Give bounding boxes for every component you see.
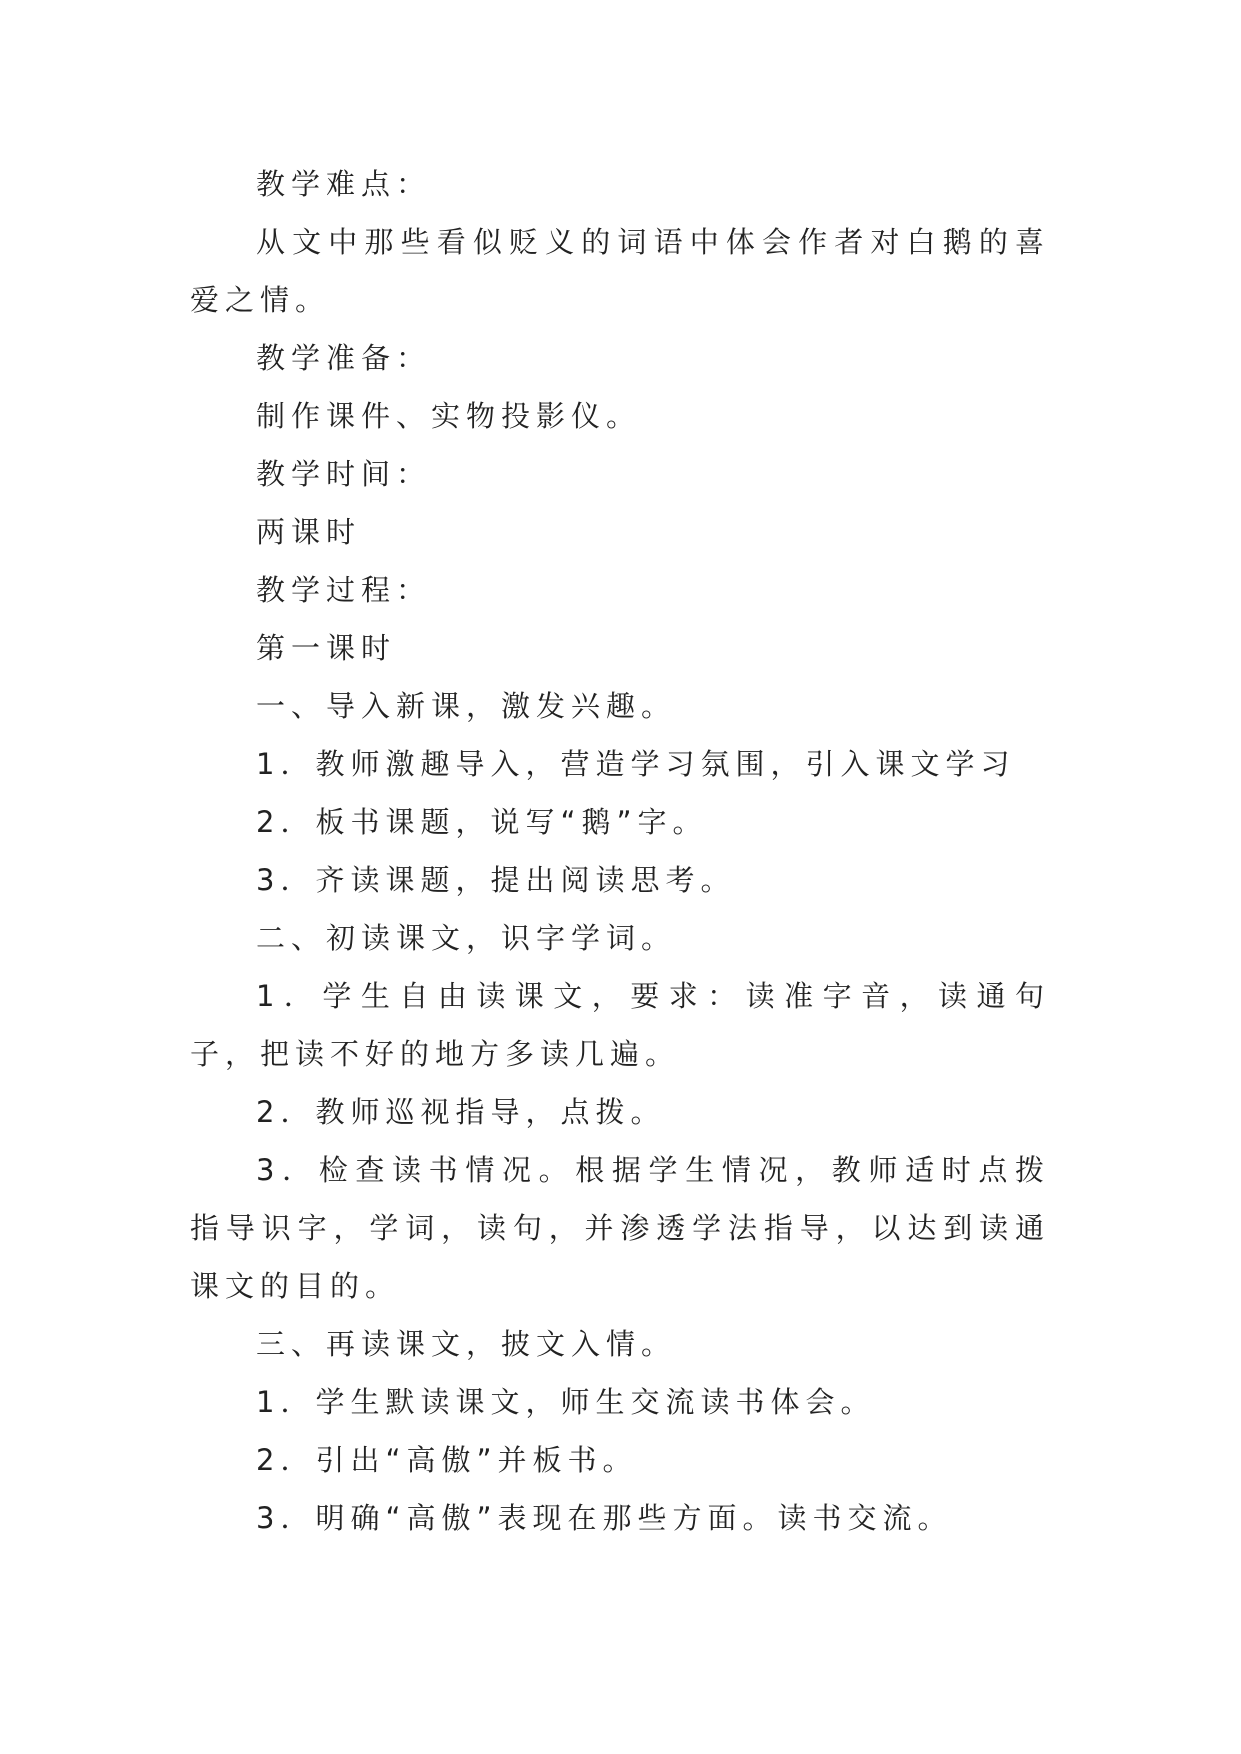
list-item: 2．引出“高傲”并板书。 — [256, 1443, 638, 1477]
section-heading-1: 一、导入新课，激发兴趣。 — [256, 689, 677, 723]
list-item: 3．齐读课题，提出阅读思考。 — [256, 863, 736, 897]
list-item: 1．教师激趣导入，营造学习氛围，引入课文学习 — [256, 747, 1016, 781]
list-item: 2．教师巡视指导，点拨。 — [256, 1095, 666, 1129]
heading-teaching-difficulty: 教学难点： — [256, 167, 432, 201]
list-item: 3．检查读书情况。根据学生情况，教师适时点拨指导识字，学词，读句，并渗透学法指导，以达到读通课文的目的。 — [190, 1153, 1050, 1303]
list-item: 2．板书课题，说写“鹅”字。 — [256, 805, 708, 839]
paragraph-teaching-time: 两课时 — [256, 515, 362, 549]
section-heading-2: 二、初读课文，识字学词。 — [256, 921, 677, 955]
paragraph-teaching-preparation: 制作课件、实物投影仪。 — [256, 399, 642, 433]
document-body — [190, 155, 1050, 1547]
heading-first-lesson: 第一课时 — [256, 631, 397, 665]
list-item: 1．学生默读课文，师生交流读书体会。 — [256, 1385, 876, 1419]
list-item: 3．明确“高傲”表现在那些方面。读书交流。 — [256, 1501, 953, 1535]
paragraph-teaching-difficulty: 从文中那些看似贬义的词语中体会作者对白鹅的喜爱之情。 — [190, 225, 1050, 317]
heading-teaching-time: 教学时间： — [256, 457, 432, 491]
heading-teaching-preparation: 教学准备： — [256, 341, 432, 375]
section-heading-3: 三、再读课文，披文入情。 — [256, 1327, 677, 1361]
heading-teaching-process: 教学过程： — [256, 573, 432, 607]
list-item: 1．学生自由读课文，要求：读准字音，读通句子，把读不好的地方多读几遍。 — [190, 979, 1050, 1071]
